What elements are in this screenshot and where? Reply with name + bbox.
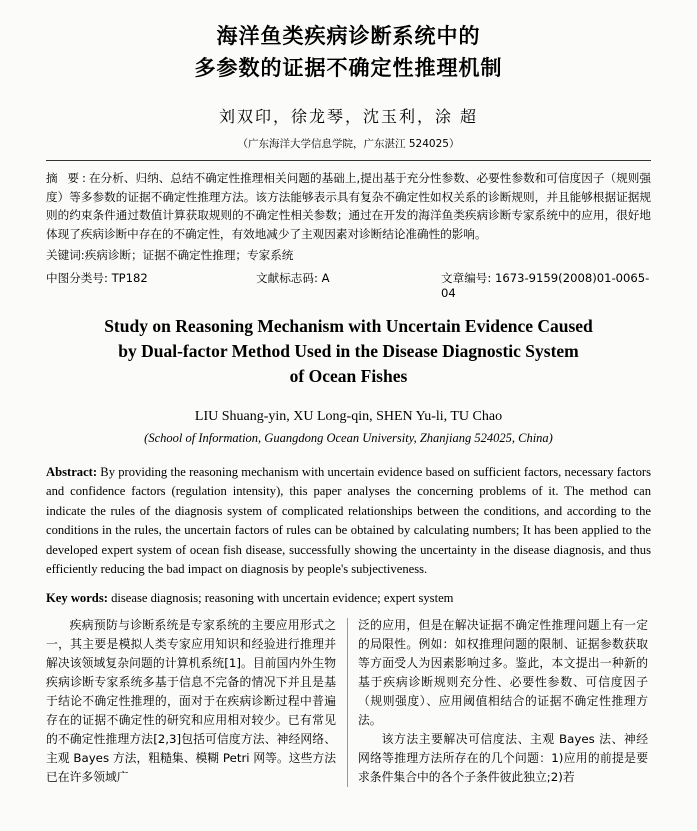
english-title	[46, 314, 651, 389]
chinese-title-line-2: 多参数的证据不确定性推理机制	[194, 56, 503, 80]
chinese-keywords-text: 疾病诊断；证据不确定性推理；专家系统	[84, 248, 294, 262]
article-number-label: 文章编号:	[441, 270, 492, 285]
english-keywords-label: Key words:	[46, 590, 108, 605]
paragraph: 疾病预防与诊断系统是专家系统的主要应用形式之一，其主要是模拟人类专家应用知识和经验进行推理并解决该领域复杂问题的计算机系统[1]。目前国内外生物疾病诊断专家系统多基于信息不完备的情况下并且是基于结论不确定性推理的，面对于在疾病诊断过程中普遍存在的证据不确定性的研究和应用相对较少。已有常见的不确定性推理方法[2,3]包括可信度方法、神经网络、主观 Bayes 方法，粗糙集、模糊 Petri 网等。这些方法已在许多领域广	[46, 617, 336, 784]
english-abstract	[46, 463, 651, 580]
chinese-keywords	[46, 246, 651, 265]
chinese-abstract-label: 摘 要:	[46, 171, 89, 185]
english-title-line-1: Study on Reasoning Mechanism with Uncertain Evidence Caused	[104, 315, 593, 336]
clc-value: TP182	[111, 270, 148, 285]
chinese-abstract-text: 在分析、归纳、总结不确定性推理相关问题的基础上,提出基于充分性参数、必要性参数和可信度因子（规则强度）等多参数的证据不确定性推理方法。该方法能够表示具有复杂不确定性如权关系的诊断规则，并且能够根据证据规则的约束条件通过数值计算获取规则的不确定性相关参数；通过在开发的海洋鱼类疾病诊断专家系统中的应用，很好地体现了疾病诊断中存在的不确定性，有效地减少了主观因素对诊断结论准确性的影响。	[46, 171, 651, 241]
paragraph: 泛的应用，但是在解决证据不确定性推理问题上有一定的局限性。例如：如权推理问题的限制、证据参数获取等方面受人为因素影响过多。鉴此，本文提出一种新的基于疾病诊断规则充分性、必要性参数、可信度因子（规则强度）、应用阈值相结合的证据不确定性推理方法。	[358, 617, 648, 727]
english-keywords	[46, 589, 651, 608]
document-code-value: A	[321, 270, 330, 285]
english-keywords-text: disease diagnosis; reasoning with uncertain evidence; expert system	[107, 590, 454, 605]
chinese-title-line-1: 海洋鱼类疾病诊断系统中的	[216, 24, 481, 48]
column-divider	[347, 618, 348, 787]
chinese-title	[46, 20, 651, 84]
body-columns	[46, 616, 651, 787]
english-affiliation: (School of Information, Guangdong Ocean University, Zhanjiang 524025, China)	[144, 430, 553, 445]
english-abstract-text: By providing the reasoning mechanism with uncertain evidence based on sufficient factors, necessary factors and confidence factors (regulation intensity), this paper analyses the concerning problems of it. The method can indicate the rules of the diagnosis system of complicated relationships between the conditions, and according to the conditions in the rules, the uncertain factors of rules can be obtained by calculating numbers; It has been applied to the developed expert system of ocean fish disease, successfully showing the uncertainty in the disease diagnosis, and thus efficiently reducing the bad impact on diagnosis by people's subjectiveness.	[46, 464, 651, 576]
paragraph: 该方法主要解决可信度法、主观 Bayes 法、神经网络等推理方法所存在的几个问题：1)应用的前提是要求条件集合中的各个子条件彼此独立;2)若	[358, 731, 648, 784]
publication-metadata	[46, 270, 651, 300]
english-title-line-2: by Dual-factor Method Used in the Disease Diagnostic System	[118, 340, 579, 361]
body-column-left	[46, 616, 336, 787]
body-column-right	[358, 616, 648, 787]
article-number	[441, 270, 651, 300]
english-title-line-3: of Ocean Fishes	[289, 365, 408, 386]
chinese-authors: 刘双印，徐龙琴，沈玉利，涂 超	[218, 107, 479, 126]
clc-number	[46, 270, 256, 300]
header-divider	[46, 160, 651, 161]
chinese-affiliation: （广东海洋大学信息学院，广东湛江 524025）	[237, 138, 460, 150]
english-abstract-label: Abstract:	[46, 464, 98, 479]
document-code	[256, 270, 441, 300]
document-code-label: 文献标志码:	[256, 270, 318, 285]
article-number-value: 1673-9159(2008)01-0065-04	[441, 270, 650, 300]
chinese-abstract	[46, 169, 651, 243]
clc-label: 中图分类号:	[46, 270, 108, 285]
english-authors: LIU Shuang-yin, XU Long-qin, SHEN Yu-li, TU Chao	[194, 408, 503, 424]
chinese-keywords-label: 关键词:	[46, 248, 85, 262]
